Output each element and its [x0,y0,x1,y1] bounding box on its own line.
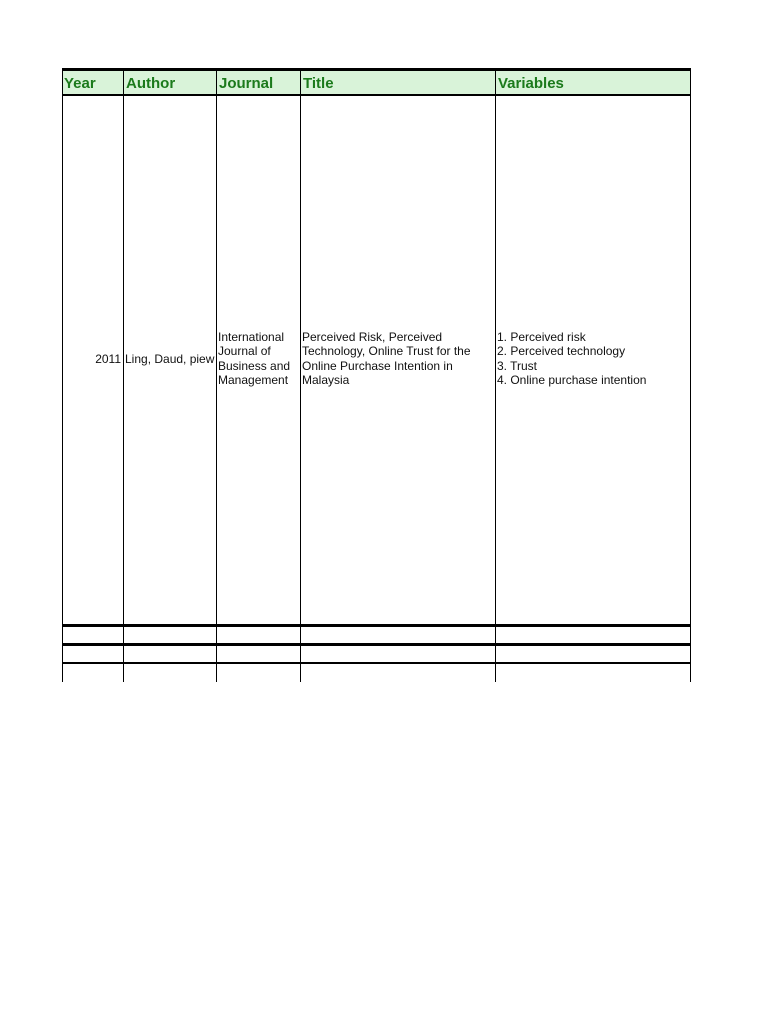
variable-item: 4. Online purchase intention [497,372,647,387]
grid-line [690,71,691,94]
empty-table-row [62,627,691,643]
grid-line [300,627,301,643]
grid-line [495,646,496,662]
grid-line [495,96,496,624]
grid-line [216,627,217,643]
variable-item: 1. Perceived risk [497,330,586,344]
header-year: Year [64,75,96,92]
variable-item: 2. Perceived technology [497,344,626,359]
grid-line [216,71,217,94]
grid-line [62,627,63,643]
grid-line [300,664,301,682]
spreadsheet-table [62,68,691,682]
grid-line [62,96,63,624]
empty-table-row [62,646,691,662]
table-row [62,96,691,624]
grid-line [300,96,301,624]
grid-line [123,627,124,643]
grid-line [690,96,691,624]
grid-line [690,664,691,682]
grid-line [123,96,124,624]
grid-line [62,646,63,662]
grid-line [216,664,217,682]
grid-line [123,71,124,94]
grid-line [690,646,691,662]
grid-line [300,71,301,94]
grid-line [495,664,496,682]
grid-line [62,71,63,94]
grid-line [216,646,217,662]
header-title: Title [303,75,334,92]
cell-author: Ling, Daud, piew [125,352,215,366]
empty-table-row [62,664,691,682]
cell-variables [496,330,690,387]
cell-year: 2011 [95,352,121,366]
grid-line [690,627,691,643]
grid-line [123,664,124,682]
grid-line [300,646,301,662]
grid-line [62,664,63,682]
table-header-row [62,71,691,96]
variable-item: 3. Trust [497,358,538,373]
grid-line [495,71,496,94]
grid-line [495,627,496,643]
header-author: Author [126,75,176,92]
cell-journal: International Journal of Business and Management [218,330,291,387]
cell-title: Perceived Risk, Perceived Technology, Online Trust for the Online Purchase Intention in Malaysia [302,330,471,387]
grid-line [216,96,217,624]
grid-line [123,646,124,662]
header-journal: Journal [219,75,274,92]
header-variables: Variables [498,75,564,92]
